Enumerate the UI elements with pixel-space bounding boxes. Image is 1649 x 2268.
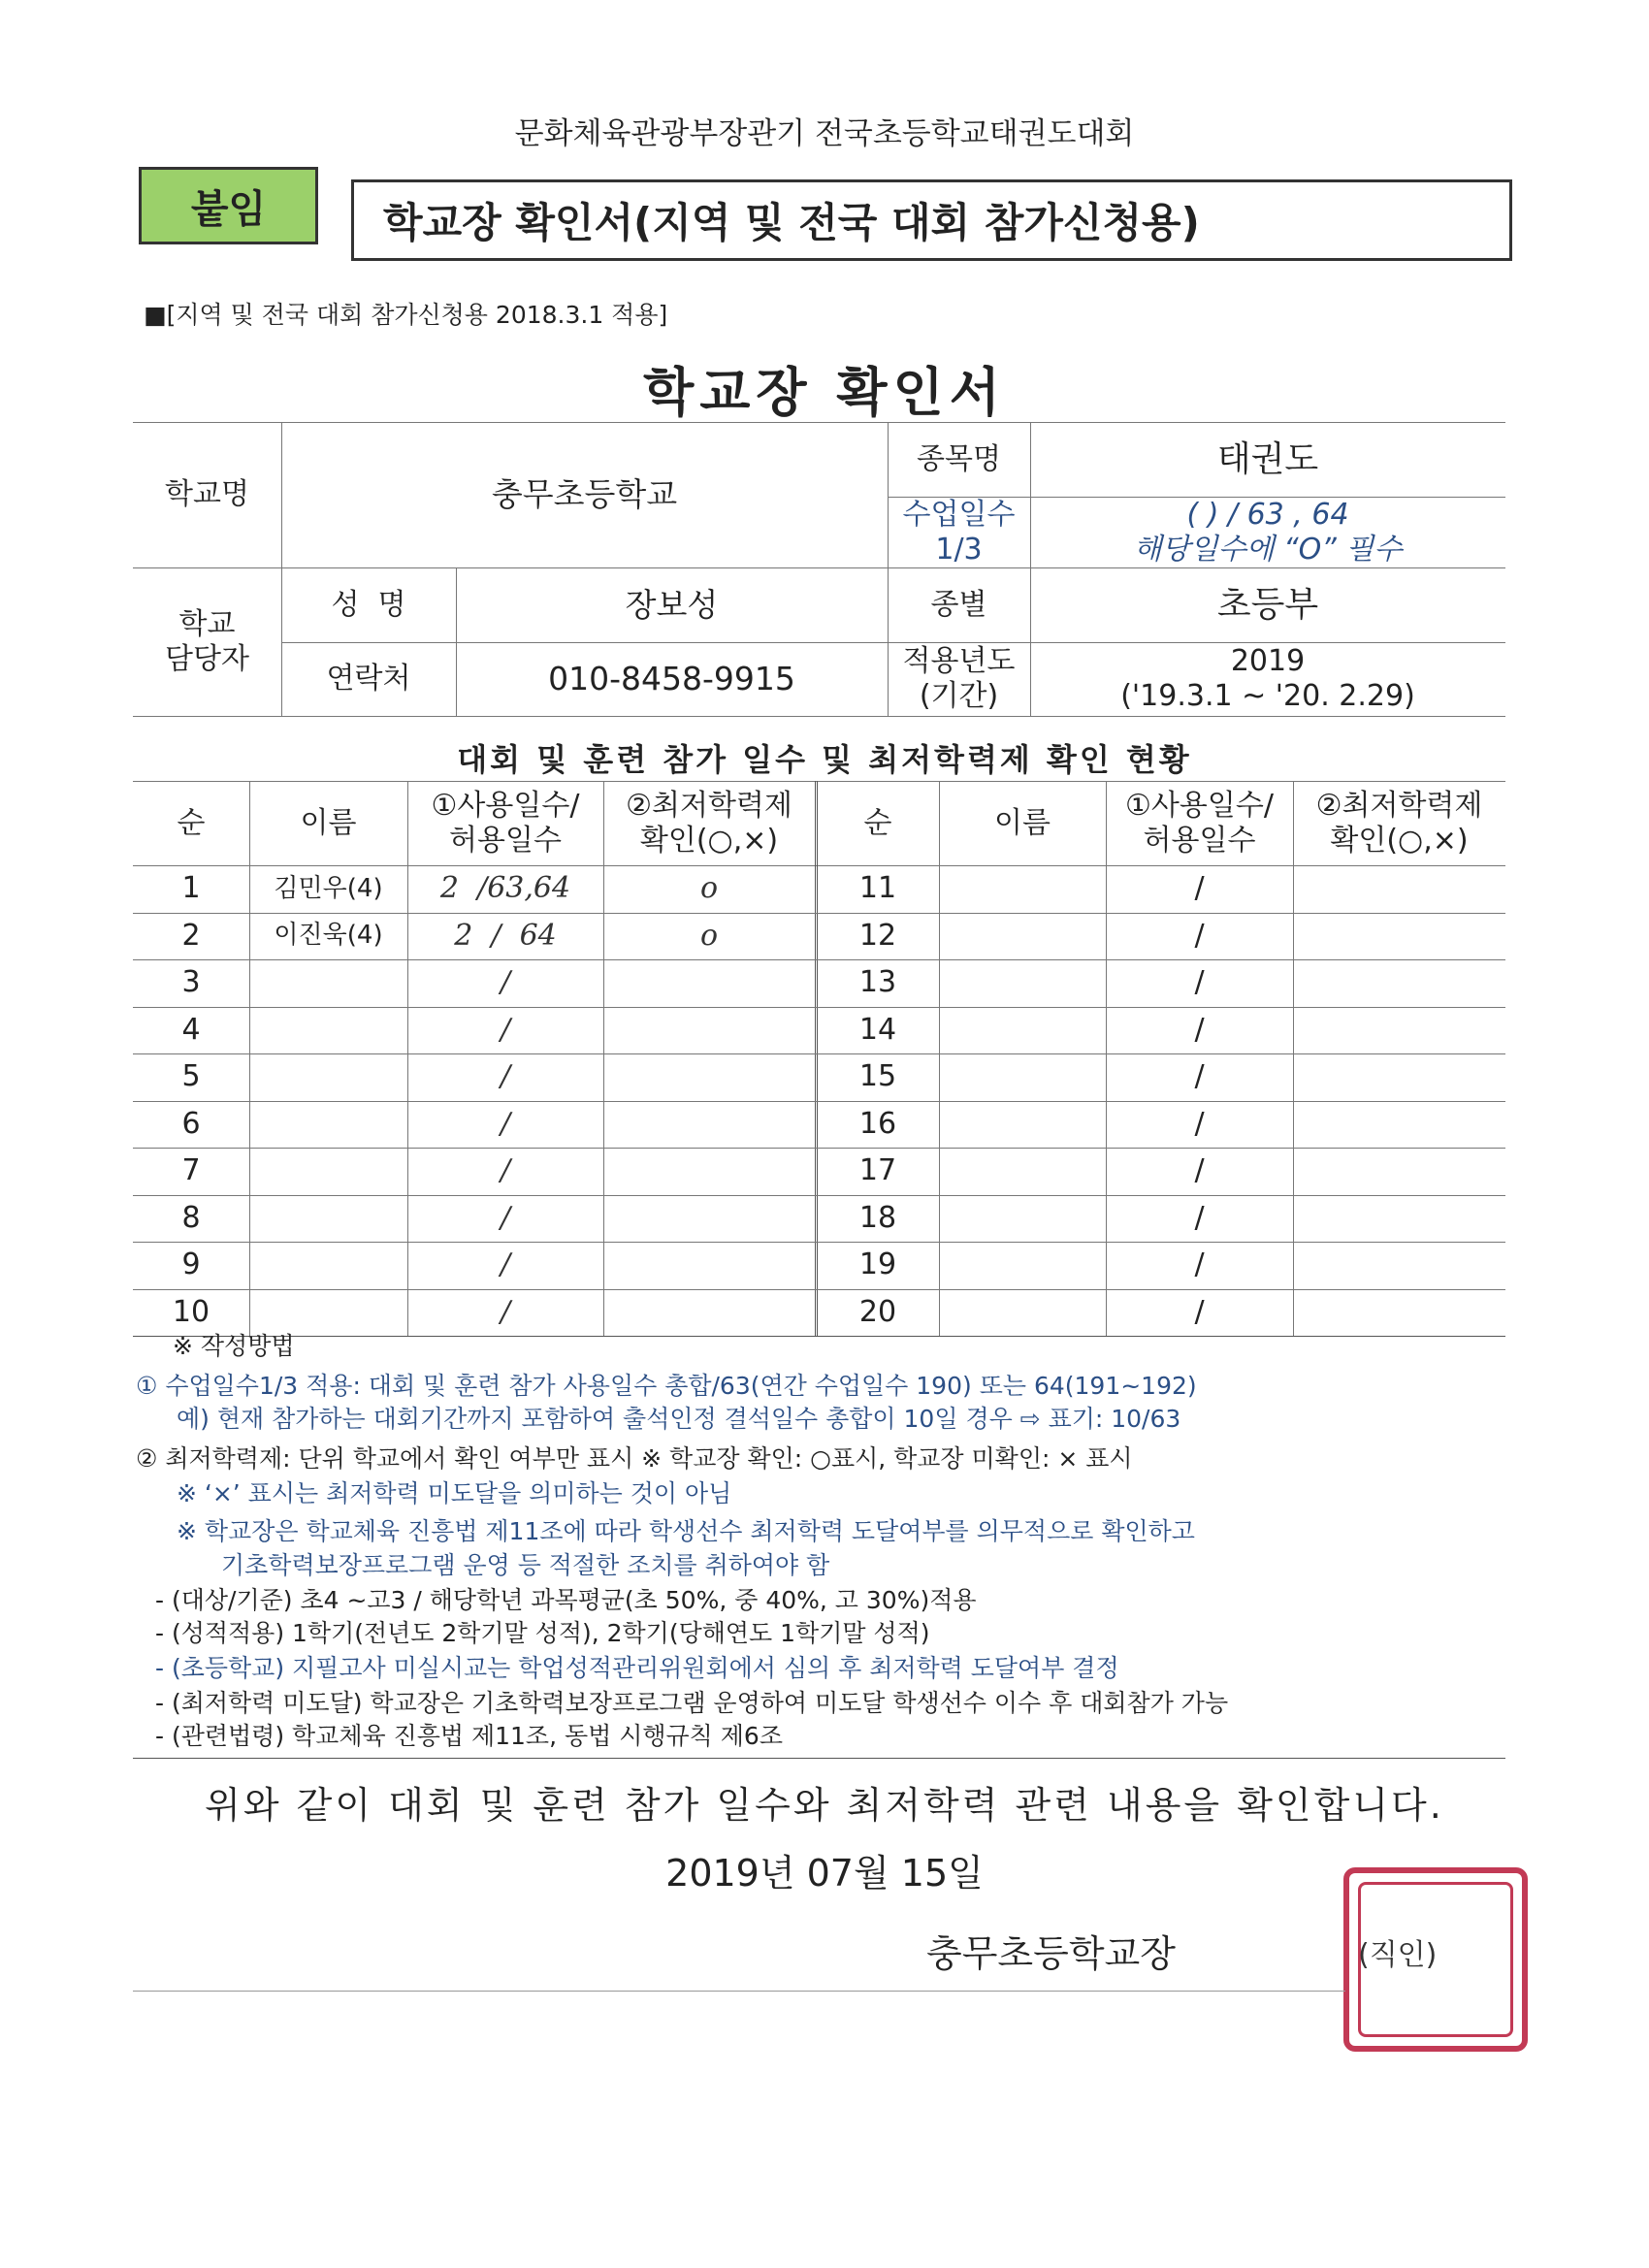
cell-check-right xyxy=(1293,1195,1505,1243)
cell-name-right xyxy=(939,913,1106,960)
division-label: 종별 xyxy=(930,587,987,622)
col-min-right xyxy=(1293,781,1505,865)
cell-name-right xyxy=(939,1289,1106,1337)
contact-label: 연락처 xyxy=(326,662,411,696)
cell-name-right xyxy=(939,1053,1106,1101)
school-label: 학교명 xyxy=(165,477,249,511)
cell-no-left: 8 xyxy=(181,1200,201,1235)
cell-no-left: 5 xyxy=(181,1059,201,1094)
cell-check-right xyxy=(1293,865,1505,913)
cell-no-left: 3 xyxy=(181,965,201,1000)
col-no-right: 순 xyxy=(863,805,892,840)
col-name-left: 이름 xyxy=(300,805,357,840)
cell-check-left xyxy=(603,1242,815,1289)
cell-name-left: 이진욱(4) xyxy=(274,921,383,951)
cell-days-right: / xyxy=(1194,1153,1205,1188)
staff-label-line2: 담당자 xyxy=(165,641,249,676)
cell-check-left xyxy=(603,1148,815,1195)
seal-label: (직인) xyxy=(1358,1938,1438,1972)
note-1b: 예) 현재 참가하는 대회기간까지 포함하여 출석인정 결석일수 총합이 10일 경우 ⇨ 표기: 10/63 xyxy=(177,1405,1181,1433)
classdays-value-line2: 해당일수에 “O” 필수 xyxy=(1133,532,1403,567)
cell-name-left xyxy=(249,1148,407,1195)
year-label xyxy=(888,642,1030,716)
principal-name: 충무초등학교장 xyxy=(926,1932,1176,1975)
cell-days-left: / xyxy=(500,1200,511,1235)
cell-no-left: 1 xyxy=(181,871,201,906)
year-value-line2: ('19.3.1 ~ '20. 2.29) xyxy=(1120,679,1415,713)
event-label: 종목명 xyxy=(917,441,1001,476)
cell-no-right: 20 xyxy=(858,1294,897,1329)
col-min-right-line1: ②최저학력제 xyxy=(1315,788,1483,823)
year-value-line1: 2019 xyxy=(1230,644,1306,678)
document-title: 학교장 확인서 xyxy=(643,362,1006,423)
cell-check-left xyxy=(603,1007,815,1054)
cell-no-left: 6 xyxy=(181,1106,201,1141)
cell-name-right xyxy=(939,959,1106,1007)
cell-name-left xyxy=(249,1101,407,1149)
col-days-left-line1: ①사용일수/ xyxy=(431,788,580,823)
year-label-line2: (기간) xyxy=(919,679,999,713)
cell-no-right: 15 xyxy=(858,1059,897,1094)
cell-days-right: / xyxy=(1194,1200,1205,1235)
cell-name-right xyxy=(939,865,1106,913)
cell-name-right xyxy=(939,1007,1106,1054)
contact-value: 010-8458-9915 xyxy=(548,660,795,698)
cell-days-right: / xyxy=(1194,1012,1205,1047)
col-min-left-line1: ②최저학력제 xyxy=(626,788,792,823)
cell-check-left xyxy=(603,959,815,1007)
classdays-label xyxy=(888,497,1030,567)
cell-days-left: / xyxy=(500,1012,511,1047)
detail-1: - (대상/기준) 초4 ~고3 / 해당학년 과목평균(초 50%, 중 40%, 고 30%)적용 xyxy=(155,1586,977,1614)
cell-check-right xyxy=(1293,1242,1505,1289)
cell-days-right: / xyxy=(1194,918,1205,953)
cell-days-left: / xyxy=(500,965,511,1000)
cell-no-right: 14 xyxy=(858,1012,897,1047)
cell-days-right: / xyxy=(1194,1106,1205,1141)
cell-days-left: / xyxy=(500,1106,511,1141)
cell-name-right xyxy=(939,1195,1106,1243)
cell-no-left: 4 xyxy=(181,1012,201,1047)
document-date: 2019년 07월 15일 xyxy=(665,1852,984,1895)
cell-days-right: / xyxy=(1194,965,1205,1000)
classdays-label-line2: 1/3 xyxy=(935,532,983,567)
cell-no-left: 7 xyxy=(181,1153,201,1188)
cell-name-left: 김민우(4) xyxy=(274,873,383,903)
cell-name-right xyxy=(939,1101,1106,1149)
cell-check-left xyxy=(603,1053,815,1101)
cell-no-right: 11 xyxy=(858,871,897,906)
col-no-left: 순 xyxy=(177,805,206,840)
note-2b: ※ ‘×’ 표시는 최저학력 미도달을 의미하는 것이 아님 xyxy=(177,1479,732,1507)
detail-5: - (관련법령) 학교체육 진흥법 제11조, 동법 시행규칙 제6조 xyxy=(155,1722,783,1750)
classdays-value xyxy=(1030,497,1505,567)
col-days-left xyxy=(407,781,603,865)
cell-name-right xyxy=(939,1242,1106,1289)
attachment-title: 학교장 확인서(지역 및 전국 대회 참가신청용) xyxy=(351,179,1512,261)
event-value: 태권도 xyxy=(1216,438,1319,479)
classdays-label-line1: 수업일수 xyxy=(902,497,1016,532)
cell-name-left xyxy=(249,959,407,1007)
cell-check-left xyxy=(603,1289,815,1337)
cell-no-left: 2 xyxy=(181,918,201,953)
school-value: 충무초등학교 xyxy=(491,475,678,514)
col-days-right xyxy=(1106,781,1293,865)
cell-days-right: / xyxy=(1194,1059,1205,1094)
col-days-right-line2: 허용일수 xyxy=(1143,823,1256,858)
cell-days-right: / xyxy=(1194,1247,1205,1282)
col-days-right-line1: ①사용일수/ xyxy=(1125,788,1274,823)
year-value xyxy=(1030,642,1505,716)
confirmation-text: 위와 같이 대회 및 훈련 참가 일수와 최저학력 관련 내용을 확인합니다. xyxy=(205,1784,1444,1827)
cell-days-left: / xyxy=(500,1247,511,1282)
cell-check-right xyxy=(1293,1101,1505,1149)
staff-label-line1: 학교 xyxy=(178,606,236,641)
note-2d: 기초학력보장프로그램 운영 등 적절한 조치를 취하여야 함 xyxy=(221,1551,830,1579)
cell-no-right: 12 xyxy=(858,918,897,953)
cell-days-left: / xyxy=(500,1153,511,1188)
division-value: 초등부 xyxy=(1216,584,1319,625)
competition-name: 문화체육관광부장관기 전국초등학교태권도대회 xyxy=(514,116,1135,151)
cell-check-right xyxy=(1293,959,1505,1007)
cell-no-right: 19 xyxy=(858,1247,897,1282)
cell-days-left: 2 /63,64 xyxy=(439,871,571,906)
notes-heading: ※ 작성방법 xyxy=(173,1332,295,1360)
detail-4: - (최저학력 미도달) 학교장은 기초학력보장프로그램 운영하여 미도달 학생선수 이수 후 대회참가 가능 xyxy=(155,1689,1229,1717)
classdays-value-line1: ( ) / 63 , 64 xyxy=(1186,497,1349,532)
cell-days-left: / xyxy=(500,1294,511,1329)
col-days-left-line2: 허용일수 xyxy=(449,823,562,858)
section-title: 대회 및 훈련 참가 일수 및 최저학력제 확인 현황 xyxy=(457,741,1192,778)
note-2a: ② 최저학력제: 단위 학교에서 확인 여부만 표시 ※ 학교장 확인: ○표시, 학교장 미확인: × 표시 xyxy=(136,1444,1133,1473)
name-label: 성 명 xyxy=(331,587,406,622)
cell-days-left: / xyxy=(500,1059,511,1094)
cell-name-left xyxy=(249,1242,407,1289)
cell-check-left xyxy=(603,1101,815,1149)
staff-label xyxy=(133,567,281,716)
cell-name-right xyxy=(939,1148,1106,1195)
col-min-right-line2: 확인(○,×) xyxy=(1330,823,1469,858)
cell-check-right xyxy=(1293,1148,1505,1195)
cell-check-right xyxy=(1293,1053,1505,1101)
col-min-left-line2: 확인(○,×) xyxy=(639,823,779,858)
cell-no-left: 10 xyxy=(172,1294,210,1329)
cell-no-right: 18 xyxy=(858,1200,897,1235)
cell-days-right: / xyxy=(1194,1294,1205,1329)
apply-note: ■[지역 및 전국 대회 참가신청용 2018.3.1 적용] xyxy=(144,301,668,329)
cell-days-right: / xyxy=(1194,871,1205,906)
note-2c: ※ 학교장은 학교체육 진흥법 제11조에 따라 학생선수 최저학력 도달여부를 의무적으로 확인하고 xyxy=(177,1517,1195,1545)
attachment-badge: 붙임 xyxy=(139,167,318,244)
cell-no-right: 17 xyxy=(858,1153,897,1188)
year-label-line1: 적용년도 xyxy=(902,644,1016,678)
cell-name-left xyxy=(249,1007,407,1054)
cell-name-left xyxy=(249,1195,407,1243)
cell-name-left xyxy=(249,1289,407,1337)
col-name-right: 이름 xyxy=(994,805,1051,840)
name-value: 장보성 xyxy=(625,585,719,624)
cell-no-right: 13 xyxy=(858,965,897,1000)
cell-check-right xyxy=(1293,1289,1505,1337)
cell-no-left: 9 xyxy=(181,1247,201,1282)
cell-no-right: 16 xyxy=(858,1106,897,1141)
cell-check-right xyxy=(1293,913,1505,960)
note-1a: ① 수업일수1/3 적용: 대회 및 훈련 참가 사용일수 총합/63(연간 수업일수 190) 또는 64(191~192) xyxy=(136,1372,1197,1400)
cell-check-left: o xyxy=(699,918,719,953)
cell-check-left: o xyxy=(699,871,719,906)
cell-days-left: 2 / 64 xyxy=(454,918,557,953)
cell-check-right xyxy=(1293,1007,1505,1054)
detail-2: - (성적적용) 1학기(전년도 2학기말 성적), 2학기(당해연도 1학기말 성적) xyxy=(155,1619,930,1647)
detail-3: - (초등학교) 지필고사 미실시교는 학업성적관리위원회에서 심의 후 최저학력 도달여부 결정 xyxy=(155,1654,1119,1682)
col-min-left xyxy=(603,781,815,865)
cell-name-left xyxy=(249,1053,407,1101)
cell-check-left xyxy=(603,1195,815,1243)
